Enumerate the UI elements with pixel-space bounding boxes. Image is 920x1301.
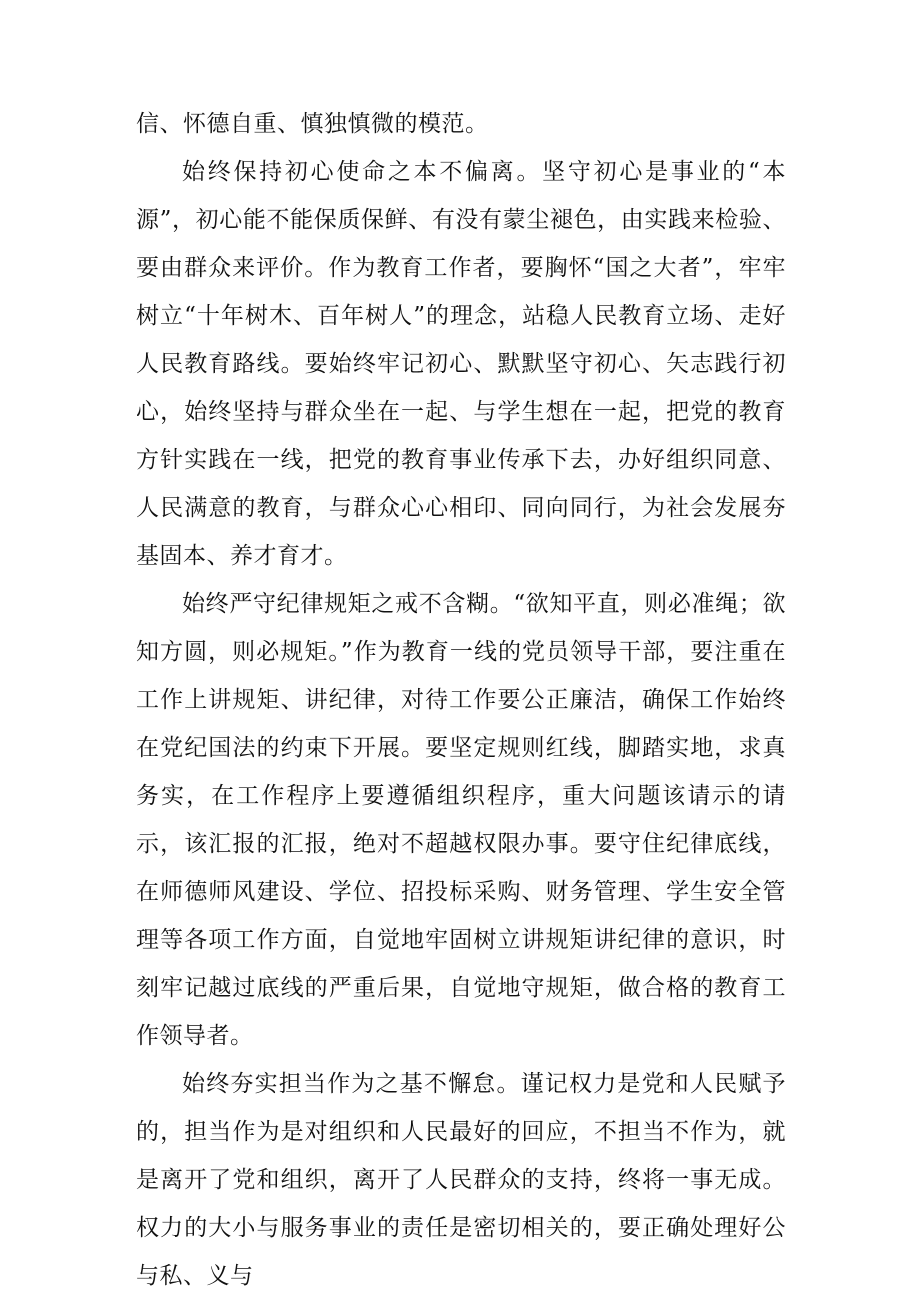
- paragraph-responsibility: 始终夯实担当作为之基不懈怠。谨记权力是党和人民赋予的，担当作为是对组织和人民最好的回应，不担当不作为，就是离开了党和组织，离开了人民群众的支持，终将一事无成。权力的大小与服务事业的责任是密切相关的，要正确处理好公与私、义与: [136, 1071, 786, 1289]
- document-body: [136, 100, 786, 1300]
- paragraph-original-aspiration: 始终保持初心使命之本不偏离。坚守初心是事业的“本源”，初心能不能保质保鲜、有没有蒙尘褪色，由实践来检验、要由群众来评价。作为教育工作者，要胸怀“国之大者”，牢牢树立“十年树木、百年树人”的理念，站稳人民教育立场、走好人民教育路线。要始终牢记初心、默默坚守初心、矢志践行初心，始终坚持与群众坐在一起、与学生想在一起，把党的教育方针实践在一线，把党的教育事业传承下去，办好组织同意、人民满意的教育，与群众心心相印、同向同行，为社会发展夯基固本、养才育才。: [136, 159, 786, 569]
- paragraph-continuation: 信、怀德自重、慎独慎微的模范。: [136, 111, 489, 137]
- paragraph-discipline-rules: 始终严守纪律规矩之戒不含糊。“欲知平直，则必准绳；欲知方圆，则必规矩。”作为教育一线的党员领导干部，要注重在工作上讲规矩、讲纪律，对待工作要公正廉洁，确保工作始终在党纪国法的约束下开展。要坚定规则红线，脚踏实地，求真务实，在工作程序上要遵循组织程序，重大问题该请示的请示，该汇报的汇报，绝对不超越权限办事。要守住纪律底线，在师德师风建设、学位、招投标采购、财务管理、学生安全管理等各项工作方面，自觉地牢固树立讲规矩讲纪律的意识，时刻牢记越过底线的严重后果，自觉地守规矩，做合格的教育工作领导者。: [136, 591, 786, 1049]
